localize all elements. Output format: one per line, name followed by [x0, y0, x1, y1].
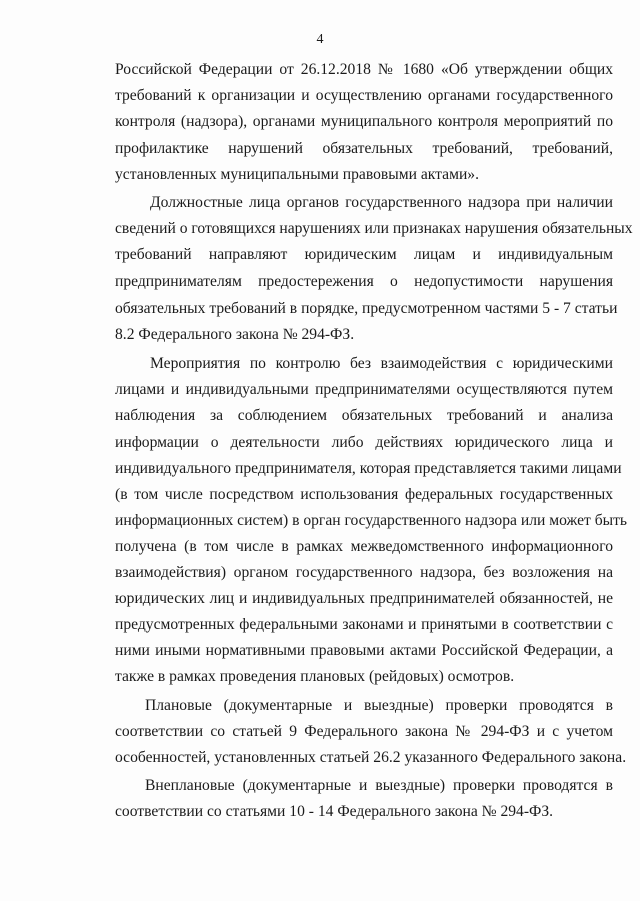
text-line: профилактике нарушений обязательных требований, требований,	[115, 140, 613, 157]
text-line: установленных муниципальными правовыми актами».	[115, 166, 479, 183]
text-line: лицами и индивидуальными предпринимателями осуществляются путем	[115, 381, 613, 398]
text-line: предусмотренных федеральными законами и принятыми в соответствии с	[115, 616, 613, 633]
text-line: индивидуального предпринимателя, которая представляется такими лицами	[115, 460, 622, 477]
text-line: особенностей, установленных статьей 26.2 указанного Федерального закона.	[115, 749, 627, 766]
page-number: 4	[316, 32, 324, 47]
text-line: обязательных требований в порядке, предусмотренном частями 5 - 7 статьи	[115, 300, 618, 317]
text-line: (в том числе посредством использования федеральных государственных	[115, 486, 613, 503]
text-line: 8.2 Федерального закона № 294-ФЗ.	[115, 326, 355, 343]
text-line: наблюдения за соблюдением обязательных требований и анализа	[115, 407, 613, 424]
text-line: Внеплановые (документарные и выездные) проверки проводятся в	[145, 777, 613, 794]
text-line: юридических лиц и индивидуальных предпринимателей обязанностей, не	[115, 590, 613, 607]
text-line: соответствии со статьей 9 Федерального закона № 294-ФЗ и с учетом	[115, 723, 613, 740]
text-line: также в рамках проведения плановых (рейдовых) осмотров.	[115, 668, 515, 685]
text-line: информации о деятельности либо действиях юридического лица и	[115, 434, 613, 451]
text-line: Российской Федерации от 26.12.2018 № 1680 «Об утверждении общих	[115, 61, 613, 78]
text-line: Плановые (документарные и выездные) проверки проводятся в	[145, 697, 613, 714]
text-line: требований направляют юридическим лицам и индивидуальным	[115, 246, 613, 263]
text-line: сведений о готовящихся нарушениях или признаках нарушения обязательных	[115, 220, 633, 237]
text-line: Должностные лица органов государственного надзора при наличии	[150, 194, 613, 211]
text-line: контроля (надзора), органами муниципального контроля мероприятий по	[115, 113, 613, 130]
text-line: соответствии со статьями 10 - 14 Федерального закона № 294-ФЗ.	[115, 803, 554, 820]
text-line: предпринимателям предостережения о недопустимости нарушения	[115, 273, 613, 290]
text-line: информационных систем) в орган государственного надзора или может быть	[115, 512, 628, 529]
text-line: требований к организации и осуществлению органами государственного	[115, 87, 613, 104]
text-line: ними иными нормативными правовыми актами Российской Федерации, а	[115, 642, 613, 659]
text-line: получена (в том числе в рамках межведомственного информационного	[115, 538, 613, 555]
text-line: взаимодействия) органом государственного надзора, без возложения на	[115, 564, 613, 581]
text-line: Мероприятия по контролю без взаимодействия с юридическими	[150, 355, 613, 372]
